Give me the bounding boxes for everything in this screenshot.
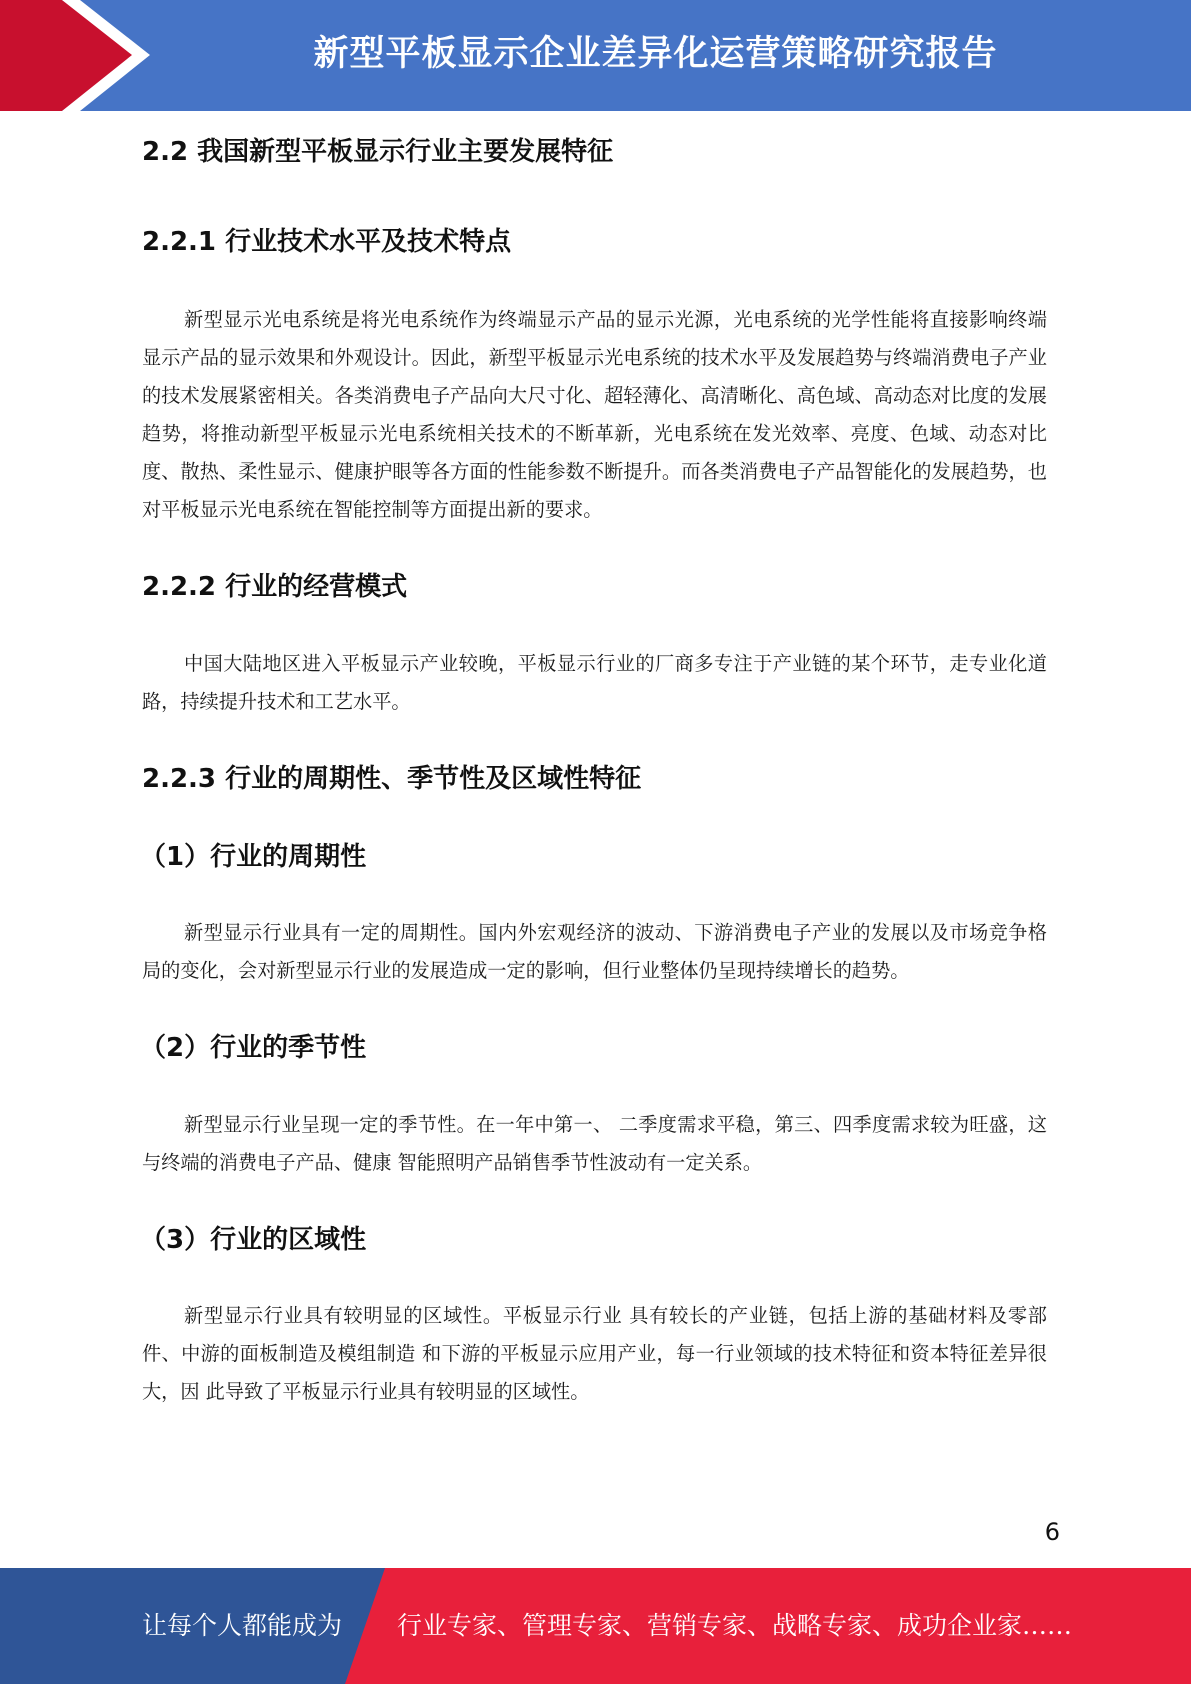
page-header xyxy=(0,0,1191,111)
paragraph-seasonality: 新型显示行业呈现一定的季节性。在一年中第一、 二季度需求平稳，第三、四季度需求较为旺盛，这与终端的消费电子产品、健康 智能照明产品销售季节性波动有一定关系。 xyxy=(142,1113,1047,1174)
footer-slogan-right: 行业专家、管理专家、营销专家、战略专家、成功企业家…… xyxy=(397,1611,1073,1640)
page-number: 6 xyxy=(1044,1518,1060,1546)
subsection-heading-2-2-3: 2.2.3 行业的周期性、季节性及区域性特征 xyxy=(142,764,642,794)
paragraph-regionality: 新型显示行业具有较明显的区域性。平板显示行业 具有较长的产业链，包括上游的基础材料及零部件、中游的面板制造及模组制造 和下游的平板显示应用产业，每一行业领域的技术特征和资本特征差异很大，因 此导致了平板显示行业具有较明显的区域性。 xyxy=(142,1304,1047,1403)
header-arrow-decoration xyxy=(0,0,160,111)
header-red-arrow xyxy=(0,0,140,111)
report-title: 新型平板显示企业差异化运营策略研究报告 xyxy=(313,34,998,74)
footer-slogan-left: 让每个人都能成为 xyxy=(142,1611,343,1640)
item-heading-regionality: （3）行业的区域性 xyxy=(140,1225,367,1255)
paragraph-technology: 新型显示光电系统是将光电系统作为终端显示产品的显示光源，光电系统的光学性能将直接影响终端显示产品的显示效果和外观设计。因此，新型平板显示光电系统的技术水平及发展趋势与终端消费电子产业的技术发展紧密相关。各类消费电子产品向大尺寸化、超轻薄化、高清晰化、高色域、高动态对比度的发展趋势，将推动新型平板显示光电系统相关技术的不断革新，光电系统在发光效率、亮度、色域、动态对比度、散热、柔性显示、健康护眼等各方面的性能参数不断提升。而各类消费电子产品智能化的发展趋势，也对平板显示光电系统在智能控制等方面提出新的要求。 xyxy=(142,308,1047,521)
subsection-heading-2-2-2: 2.2.2 行业的经营模式 xyxy=(142,572,408,602)
paragraph-periodicity: 新型显示行业具有一定的周期性。国内外宏观经济的波动、下游消费电子产业的发展以及市场竞争格局的变化，会对新型显示行业的发展造成一定的影响，但行业整体仍呈现持续增长的趋势。 xyxy=(142,921,1047,982)
page-footer xyxy=(0,1568,1191,1684)
section-heading: 2.2 我国新型平板显示行业主要发展特征 xyxy=(142,137,614,167)
paragraph-business-model: 中国大陆地区进入平板显示产业较晚，平板显示行业的厂商多专注于产业链的某个环节，走专业化道路，持续提升技术和工艺水平。 xyxy=(142,652,1047,713)
subsection-heading-2-2-1: 2.2.1 行业技术水平及技术特点 xyxy=(142,227,512,257)
item-heading-seasonality: （2）行业的季节性 xyxy=(140,1033,367,1063)
item-heading-periodicity: （1）行业的周期性 xyxy=(140,842,367,872)
